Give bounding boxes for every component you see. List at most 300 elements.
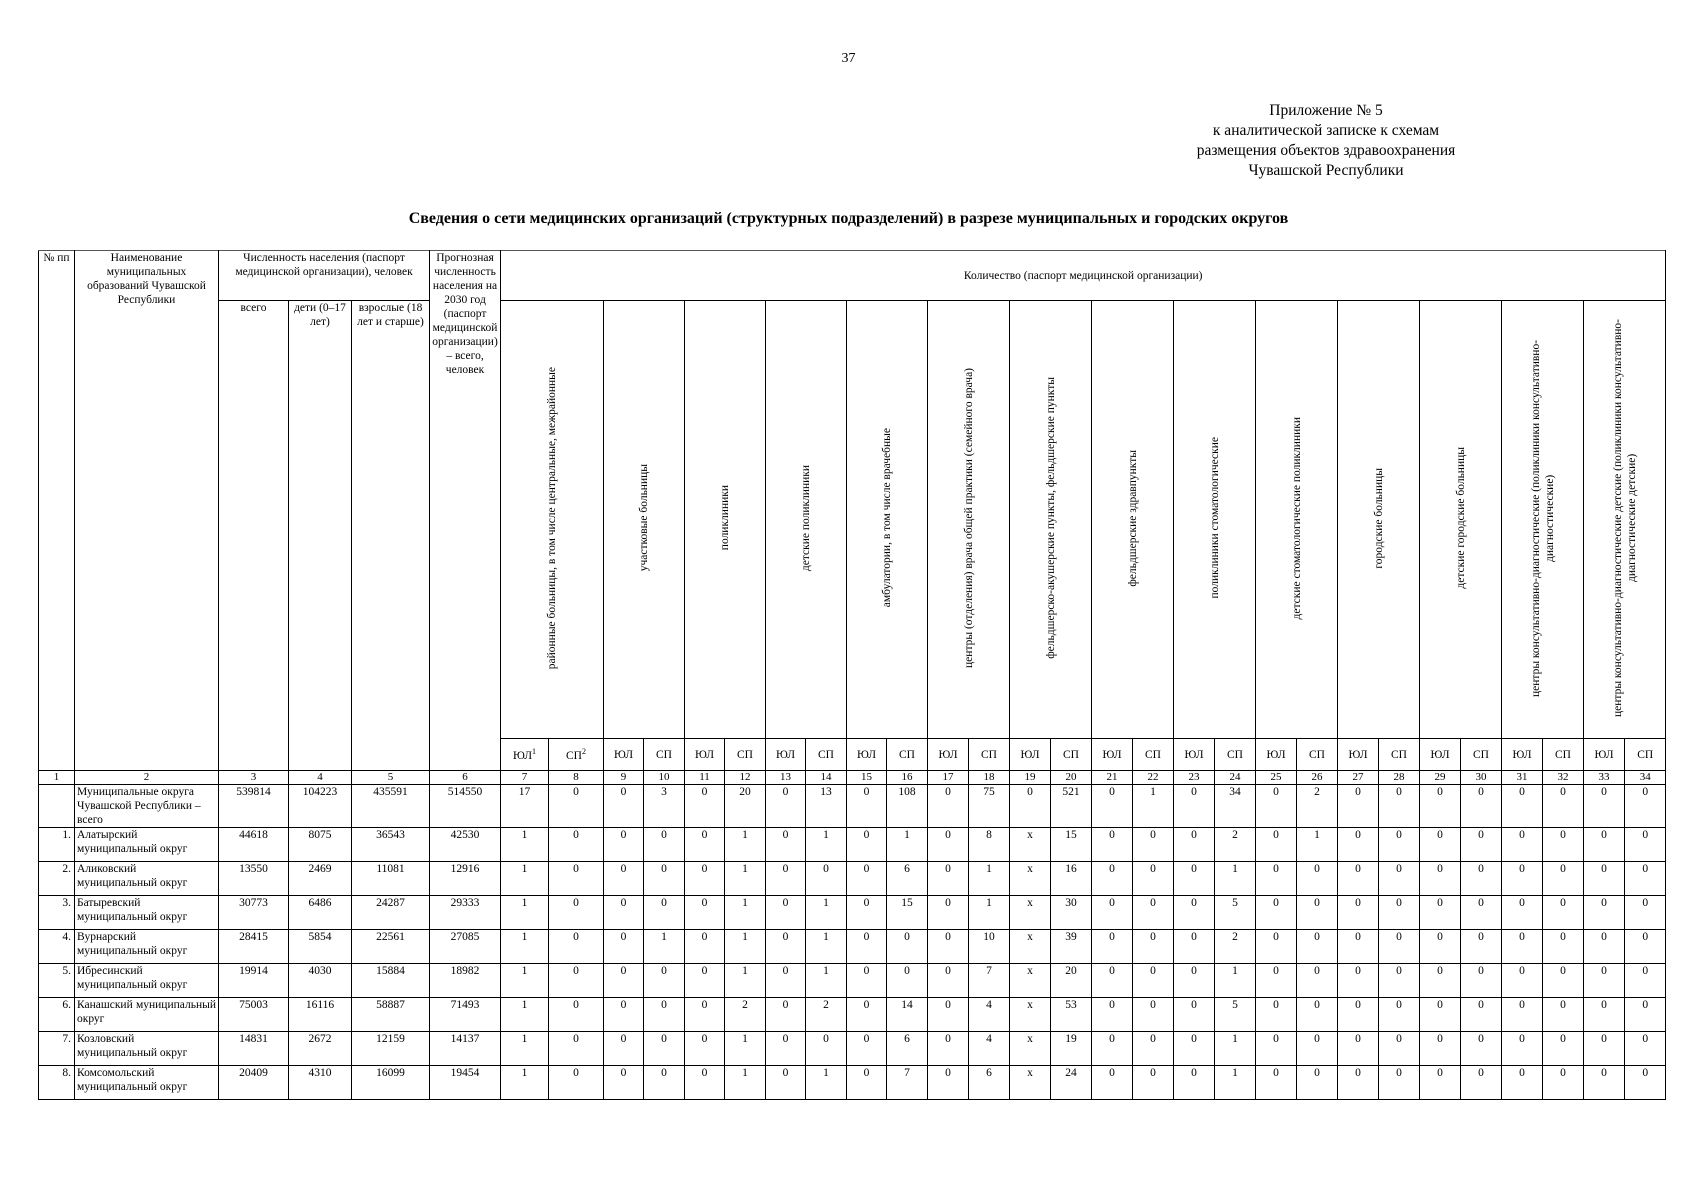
table-cell: 24287 [352, 896, 430, 930]
unit-yl: ЮЛ [1502, 739, 1543, 771]
table-row [39, 1066, 1666, 1100]
column-number: 29 [1420, 771, 1461, 785]
table-cell: 0 [1420, 1066, 1461, 1100]
table-cell: 435591 [352, 785, 430, 828]
unit-yl: ЮЛ [766, 739, 806, 771]
appendix-line-1: Приложение № 5 [1269, 102, 1383, 119]
table-cell: 1 [501, 1032, 549, 1066]
table-cell: 0 [604, 828, 644, 862]
table-cell: 1 [501, 896, 549, 930]
table-cell: 0 [1420, 998, 1461, 1032]
table-cell: 0 [806, 862, 847, 896]
table-cell: 0 [1256, 998, 1297, 1032]
table-cell: 12159 [352, 1032, 430, 1066]
table-cell: 0 [685, 1066, 725, 1100]
table-cell: 0 [1625, 998, 1666, 1032]
table-cell: 0 [887, 964, 928, 998]
table-cell: 4310 [289, 1066, 352, 1100]
table-cell: 0 [1625, 785, 1666, 828]
category-label: центры (отделения) врача общей практики (семейного врача) [962, 368, 975, 668]
table-cell: х [1010, 998, 1051, 1032]
table-cell: 0 [928, 998, 969, 1032]
table-cell: 6 [887, 862, 928, 896]
table-cell: 29333 [430, 896, 501, 930]
table-cell: 6486 [289, 896, 352, 930]
table-cell: 0 [1502, 785, 1543, 828]
table-cell: 5854 [289, 930, 352, 964]
table-cell: 1 [806, 964, 847, 998]
table-cell: 0 [887, 930, 928, 964]
table-cell: 0 [1584, 998, 1625, 1032]
unit-sp: СП [1461, 739, 1502, 771]
table-row [39, 896, 1666, 930]
table-row [39, 998, 1666, 1032]
table-cell: 0 [1502, 828, 1543, 862]
table-cell: 6 [969, 1066, 1010, 1100]
table-cell: 1 [806, 896, 847, 930]
table-cell: 1 [806, 1066, 847, 1100]
table-cell: 0 [1461, 828, 1502, 862]
table-cell: 8075 [289, 828, 352, 862]
table-cell: 4030 [289, 964, 352, 998]
table-cell: 0 [766, 1032, 806, 1066]
total-row [39, 785, 1666, 828]
municipality-name: Аликовский муниципальный округ [75, 862, 219, 896]
table-cell: 0 [1502, 998, 1543, 1032]
table-cell: 0 [549, 828, 604, 862]
table-row [39, 964, 1666, 998]
table-cell: 0 [1461, 964, 1502, 998]
table-cell: 0 [1297, 1066, 1338, 1100]
table-cell: 36543 [352, 828, 430, 862]
appendix-line-3: размещения объектов здравоохранения [1196, 142, 1456, 159]
table-cell: 0 [1297, 964, 1338, 998]
table-cell: 1 [1133, 785, 1174, 828]
category-label: поликлиники стоматологические [1208, 437, 1221, 599]
column-number: 1 [39, 771, 75, 785]
table-cell: 24 [1051, 1066, 1092, 1100]
column-number: 28 [1379, 771, 1420, 785]
table-cell: 13 [806, 785, 847, 828]
table-cell: 0 [928, 930, 969, 964]
table-cell: 1 [806, 930, 847, 964]
table-cell: 0 [766, 896, 806, 930]
category-header [1174, 301, 1256, 739]
municipality-name: Алатырский муниципальный округ [75, 828, 219, 862]
unit-yl: ЮЛ [928, 739, 969, 771]
unit-yl: ЮЛ [1092, 739, 1133, 771]
table-cell: 0 [1420, 964, 1461, 998]
column-number: 19 [1010, 771, 1051, 785]
column-number: 17 [928, 771, 969, 785]
table-cell: 8 [969, 828, 1010, 862]
table-cell: 0 [1420, 930, 1461, 964]
column-number: 3 [219, 771, 289, 785]
table-cell: 0 [685, 785, 725, 828]
table-cell: 10 [969, 930, 1010, 964]
table-cell: 42530 [430, 828, 501, 862]
appendix-line-4: Чувашской Республики [1248, 162, 1404, 179]
table-cell: 1 [501, 964, 549, 998]
table-cell: 1 [501, 828, 549, 862]
category-header [604, 301, 685, 739]
table-cell: 0 [766, 930, 806, 964]
table-cell: 0 [1133, 896, 1174, 930]
column-number: 24 [1215, 771, 1256, 785]
table-cell: 0 [847, 930, 887, 964]
table-cell: 0 [847, 896, 887, 930]
table-cell: 0 [928, 862, 969, 896]
table-cell: 0 [1256, 964, 1297, 998]
table-cell: 0 [1543, 862, 1584, 896]
table-cell: 0 [1092, 828, 1133, 862]
table-cell: 0 [766, 828, 806, 862]
category-header [1584, 301, 1666, 739]
category-header [1092, 301, 1174, 739]
column-number: 15 [847, 771, 887, 785]
table-cell: 0 [1543, 1066, 1584, 1100]
table-cell: 0 [1338, 930, 1379, 964]
table-cell: 0 [1379, 862, 1420, 896]
table-cell: 0 [1092, 998, 1133, 1032]
municipality-name: Канашский муниципальный округ [75, 998, 219, 1032]
table-cell: 0 [806, 1032, 847, 1066]
unit-sp: СП [1051, 739, 1092, 771]
table-cell: 19914 [219, 964, 289, 998]
header-no: № пп [39, 251, 75, 771]
table-cell: 0 [1543, 964, 1584, 998]
category-label: детские стоматологические поликлиники [1290, 416, 1303, 620]
table-cell: 0 [1297, 896, 1338, 930]
table-cell: 0 [1584, 1066, 1625, 1100]
page-number: 37 [841, 51, 856, 66]
row-number: 6. [39, 998, 75, 1032]
table-cell: 0 [928, 896, 969, 930]
category-label: центры консультативно-диагностические детские (поликлиники консультативно-диагностические детские) [1611, 319, 1638, 717]
table-cell: 0 [1338, 862, 1379, 896]
table-cell: 0 [1543, 785, 1584, 828]
table-cell: 0 [1379, 998, 1420, 1032]
table-cell: 13550 [219, 862, 289, 896]
municipality-name: Козловский муниципальный округ [75, 1032, 219, 1066]
table-cell: 0 [847, 862, 887, 896]
table-cell: 15 [887, 896, 928, 930]
table-cell: 2 [1215, 930, 1256, 964]
category-header [685, 301, 766, 739]
table-cell: 0 [1379, 1032, 1420, 1066]
appendix-note [1156, 101, 1496, 181]
column-number: 5 [352, 771, 430, 785]
table-cell: 0 [604, 785, 644, 828]
table-cell: 0 [1256, 785, 1297, 828]
table-cell: 0 [1174, 998, 1215, 1032]
table-cell: 0 [685, 828, 725, 862]
table-cell: 0 [685, 930, 725, 964]
table-cell: 0 [604, 862, 644, 896]
table-cell: 0 [644, 896, 685, 930]
table-cell: 0 [1092, 1066, 1133, 1100]
table-cell: 0 [1584, 828, 1625, 862]
table-cell: 0 [1174, 785, 1215, 828]
category-label: районные больницы, в том числе центральные, межрайонные [546, 366, 559, 670]
table-cell: 0 [1256, 1032, 1297, 1066]
column-number: 21 [1092, 771, 1133, 785]
table-cell: 0 [1543, 930, 1584, 964]
table-cell: 53 [1051, 998, 1092, 1032]
table-cell: 1 [1215, 1032, 1256, 1066]
table-cell: 521 [1051, 785, 1092, 828]
table-cell: х [1010, 964, 1051, 998]
column-number: 10 [644, 771, 685, 785]
column-number: 25 [1256, 771, 1297, 785]
category-header [1010, 301, 1092, 739]
unit-yl: ЮЛ [604, 739, 644, 771]
table-cell: 5 [1215, 998, 1256, 1032]
table-cell: 0 [1461, 896, 1502, 930]
table-cell: х [1010, 1032, 1051, 1066]
medical-network-table [38, 250, 1666, 1100]
table-cell: 1 [725, 1066, 766, 1100]
table-cell: 0 [1174, 896, 1215, 930]
category-header [1338, 301, 1420, 739]
table-cell: 0 [1625, 1032, 1666, 1066]
table-cell: 0 [847, 828, 887, 862]
column-number: 27 [1338, 771, 1379, 785]
table-cell: 0 [1584, 896, 1625, 930]
column-number: 11 [685, 771, 725, 785]
category-header [928, 301, 1010, 739]
table-cell: 0 [1420, 862, 1461, 896]
table-cell: 0 [1092, 785, 1133, 828]
table-cell: 5 [1215, 896, 1256, 930]
table-cell: 0 [1625, 964, 1666, 998]
header-total: всего [219, 301, 289, 771]
table-cell: 0 [1174, 930, 1215, 964]
row-number [39, 785, 75, 828]
table-cell: 0 [928, 1032, 969, 1066]
table-cell: 0 [1379, 785, 1420, 828]
table-cell: 2469 [289, 862, 352, 896]
table-cell: 104223 [289, 785, 352, 828]
table-cell: 1 [725, 964, 766, 998]
table-cell: 0 [1338, 964, 1379, 998]
unit-sp: $СП^2$ [549, 739, 604, 771]
table-cell: 0 [604, 1032, 644, 1066]
table-cell: 1 [725, 828, 766, 862]
table-cell: 1 [725, 862, 766, 896]
municipality-name: Батыревский муниципальный округ [75, 896, 219, 930]
table-cell: х [1010, 862, 1051, 896]
category-label: фельдшерско-акушерские пункты, фельдшерские пункты [1044, 377, 1057, 659]
table-cell: 20 [1051, 964, 1092, 998]
table-cell: 0 [604, 896, 644, 930]
table-cell: 0 [1338, 1032, 1379, 1066]
table-row [39, 862, 1666, 896]
category-label: детские поликлиники [800, 464, 813, 572]
category-label: амбулатории, в том числе врачебные [881, 428, 894, 608]
table-cell: 0 [766, 785, 806, 828]
table-cell: 0 [1502, 896, 1543, 930]
table-cell: 14 [887, 998, 928, 1032]
unit-sp: СП [1625, 739, 1666, 771]
table-cell: 0 [604, 1066, 644, 1100]
row-number: 3. [39, 896, 75, 930]
unit-sp: СП [1133, 739, 1174, 771]
table-cell: 0 [644, 862, 685, 896]
table-cell: 58887 [352, 998, 430, 1032]
column-number: 8 [549, 771, 604, 785]
table-cell: 0 [549, 1032, 604, 1066]
header-population: Численность населения (паспорт медицинской организации), человек [219, 251, 430, 301]
table-cell: 0 [1461, 930, 1502, 964]
unit-yl: ЮЛ [1256, 739, 1297, 771]
table-cell: 0 [1297, 862, 1338, 896]
table-cell: 0 [685, 998, 725, 1032]
table-cell: 0 [1584, 930, 1625, 964]
unit-sp: СП [887, 739, 928, 771]
unit-yl: ЮЛ [847, 739, 887, 771]
table-row [39, 930, 1666, 964]
table-cell: 0 [1502, 862, 1543, 896]
table-cell: 0 [1543, 1032, 1584, 1066]
table-cell: 0 [1297, 1032, 1338, 1066]
table-cell: 0 [1584, 862, 1625, 896]
table-cell: 0 [1297, 930, 1338, 964]
unit-yl: ЮЛ [685, 739, 725, 771]
unit-sp: СП [1215, 739, 1256, 771]
category-label: поликлиники [719, 485, 732, 551]
table-cell: 1 [501, 1066, 549, 1100]
table-cell: 514550 [430, 785, 501, 828]
table-cell: 0 [1543, 896, 1584, 930]
column-number: 20 [1051, 771, 1092, 785]
table-cell: 0 [1420, 1032, 1461, 1066]
table-cell: 39 [1051, 930, 1092, 964]
table-cell: 0 [1174, 828, 1215, 862]
table-cell: 0 [644, 828, 685, 862]
table-cell: 71493 [430, 998, 501, 1032]
table-cell: 0 [1174, 964, 1215, 998]
table-cell: 2 [725, 998, 766, 1032]
table-cell: 14137 [430, 1032, 501, 1066]
table-cell: 0 [766, 862, 806, 896]
table-cell: 0 [1625, 1066, 1666, 1100]
column-number-row [39, 771, 1666, 785]
table-cell: 0 [1584, 964, 1625, 998]
table-cell: 4 [969, 1032, 1010, 1066]
unit-sp: СП [644, 739, 685, 771]
table-cell: 0 [1092, 896, 1133, 930]
table-cell: 0 [766, 998, 806, 1032]
table-cell: 2 [1297, 785, 1338, 828]
table-cell: 2672 [289, 1032, 352, 1066]
table-cell: 1 [887, 828, 928, 862]
table-cell: 0 [1092, 930, 1133, 964]
row-number: 5. [39, 964, 75, 998]
unit-yl: ЮЛ [1010, 739, 1051, 771]
table-cell: 12916 [430, 862, 501, 896]
table-cell: 7 [887, 1066, 928, 1100]
table-cell: 1 [1215, 1066, 1256, 1100]
table-cell: 0 [1256, 930, 1297, 964]
table-cell: 16116 [289, 998, 352, 1032]
unit-yl: ЮЛ [1174, 739, 1215, 771]
table-cell: 11081 [352, 862, 430, 896]
table-cell: 0 [1092, 1032, 1133, 1066]
column-number: 12 [725, 771, 766, 785]
table-cell: 0 [1625, 896, 1666, 930]
table-cell: 0 [928, 1066, 969, 1100]
table-cell: 30 [1051, 896, 1092, 930]
column-number: 33 [1584, 771, 1625, 785]
table-cell: 0 [1256, 1066, 1297, 1100]
table-cell: 15 [1051, 828, 1092, 862]
table-cell: 17 [501, 785, 549, 828]
municipality-name: Ибресинский муниципальный округ [75, 964, 219, 998]
unit-yl: ЮЛ [1584, 739, 1625, 771]
row-number: 1. [39, 828, 75, 862]
table-cell: 1 [501, 998, 549, 1032]
column-number: 31 [1502, 771, 1543, 785]
table-cell: 0 [1420, 785, 1461, 828]
table-cell: 1 [1215, 964, 1256, 998]
column-number: 4 [289, 771, 352, 785]
table-cell: 0 [1338, 828, 1379, 862]
table-cell: 0 [1379, 930, 1420, 964]
table-cell: 30773 [219, 896, 289, 930]
unit-sp: СП [969, 739, 1010, 771]
header-forecast-continued [430, 739, 501, 771]
table-cell: 539814 [219, 785, 289, 828]
category-header [1420, 301, 1502, 739]
table-cell: 0 [1133, 828, 1174, 862]
table-cell: 0 [1625, 862, 1666, 896]
header-children: дети (0–17 лет) [289, 301, 352, 771]
table-cell: 0 [1133, 964, 1174, 998]
table-cell: 0 [1256, 862, 1297, 896]
unit-sp: СП [806, 739, 847, 771]
table-cell: 1 [725, 930, 766, 964]
unit-yl: ЮЛ [1420, 739, 1461, 771]
table-cell: 0 [549, 998, 604, 1032]
table-cell: 1 [644, 930, 685, 964]
unit-sp: СП [725, 739, 766, 771]
table-cell: 16 [1051, 862, 1092, 896]
table-cell: 0 [685, 964, 725, 998]
table-cell: 0 [604, 998, 644, 1032]
table-cell: 0 [549, 964, 604, 998]
table-cell: 0 [549, 862, 604, 896]
table-cell: 0 [1379, 964, 1420, 998]
table-cell: 0 [1133, 998, 1174, 1032]
category-label: участковые больницы [638, 464, 651, 572]
column-number: 34 [1625, 771, 1666, 785]
table-cell: 0 [1502, 964, 1543, 998]
column-number: 23 [1174, 771, 1215, 785]
column-number: 14 [806, 771, 847, 785]
table-cell: 0 [766, 1066, 806, 1100]
category-header [1256, 301, 1338, 739]
header-name: Наименование муниципальных образований Чувашской Республики [75, 251, 219, 771]
table-cell: 0 [549, 896, 604, 930]
column-number: 18 [969, 771, 1010, 785]
table-cell: 1 [725, 1032, 766, 1066]
municipality-name: Муниципальные округа Чувашской Республики – всего [75, 785, 219, 828]
column-number: 9 [604, 771, 644, 785]
table-cell: х [1010, 896, 1051, 930]
table-cell: 6 [887, 1032, 928, 1066]
table-cell: 0 [604, 964, 644, 998]
